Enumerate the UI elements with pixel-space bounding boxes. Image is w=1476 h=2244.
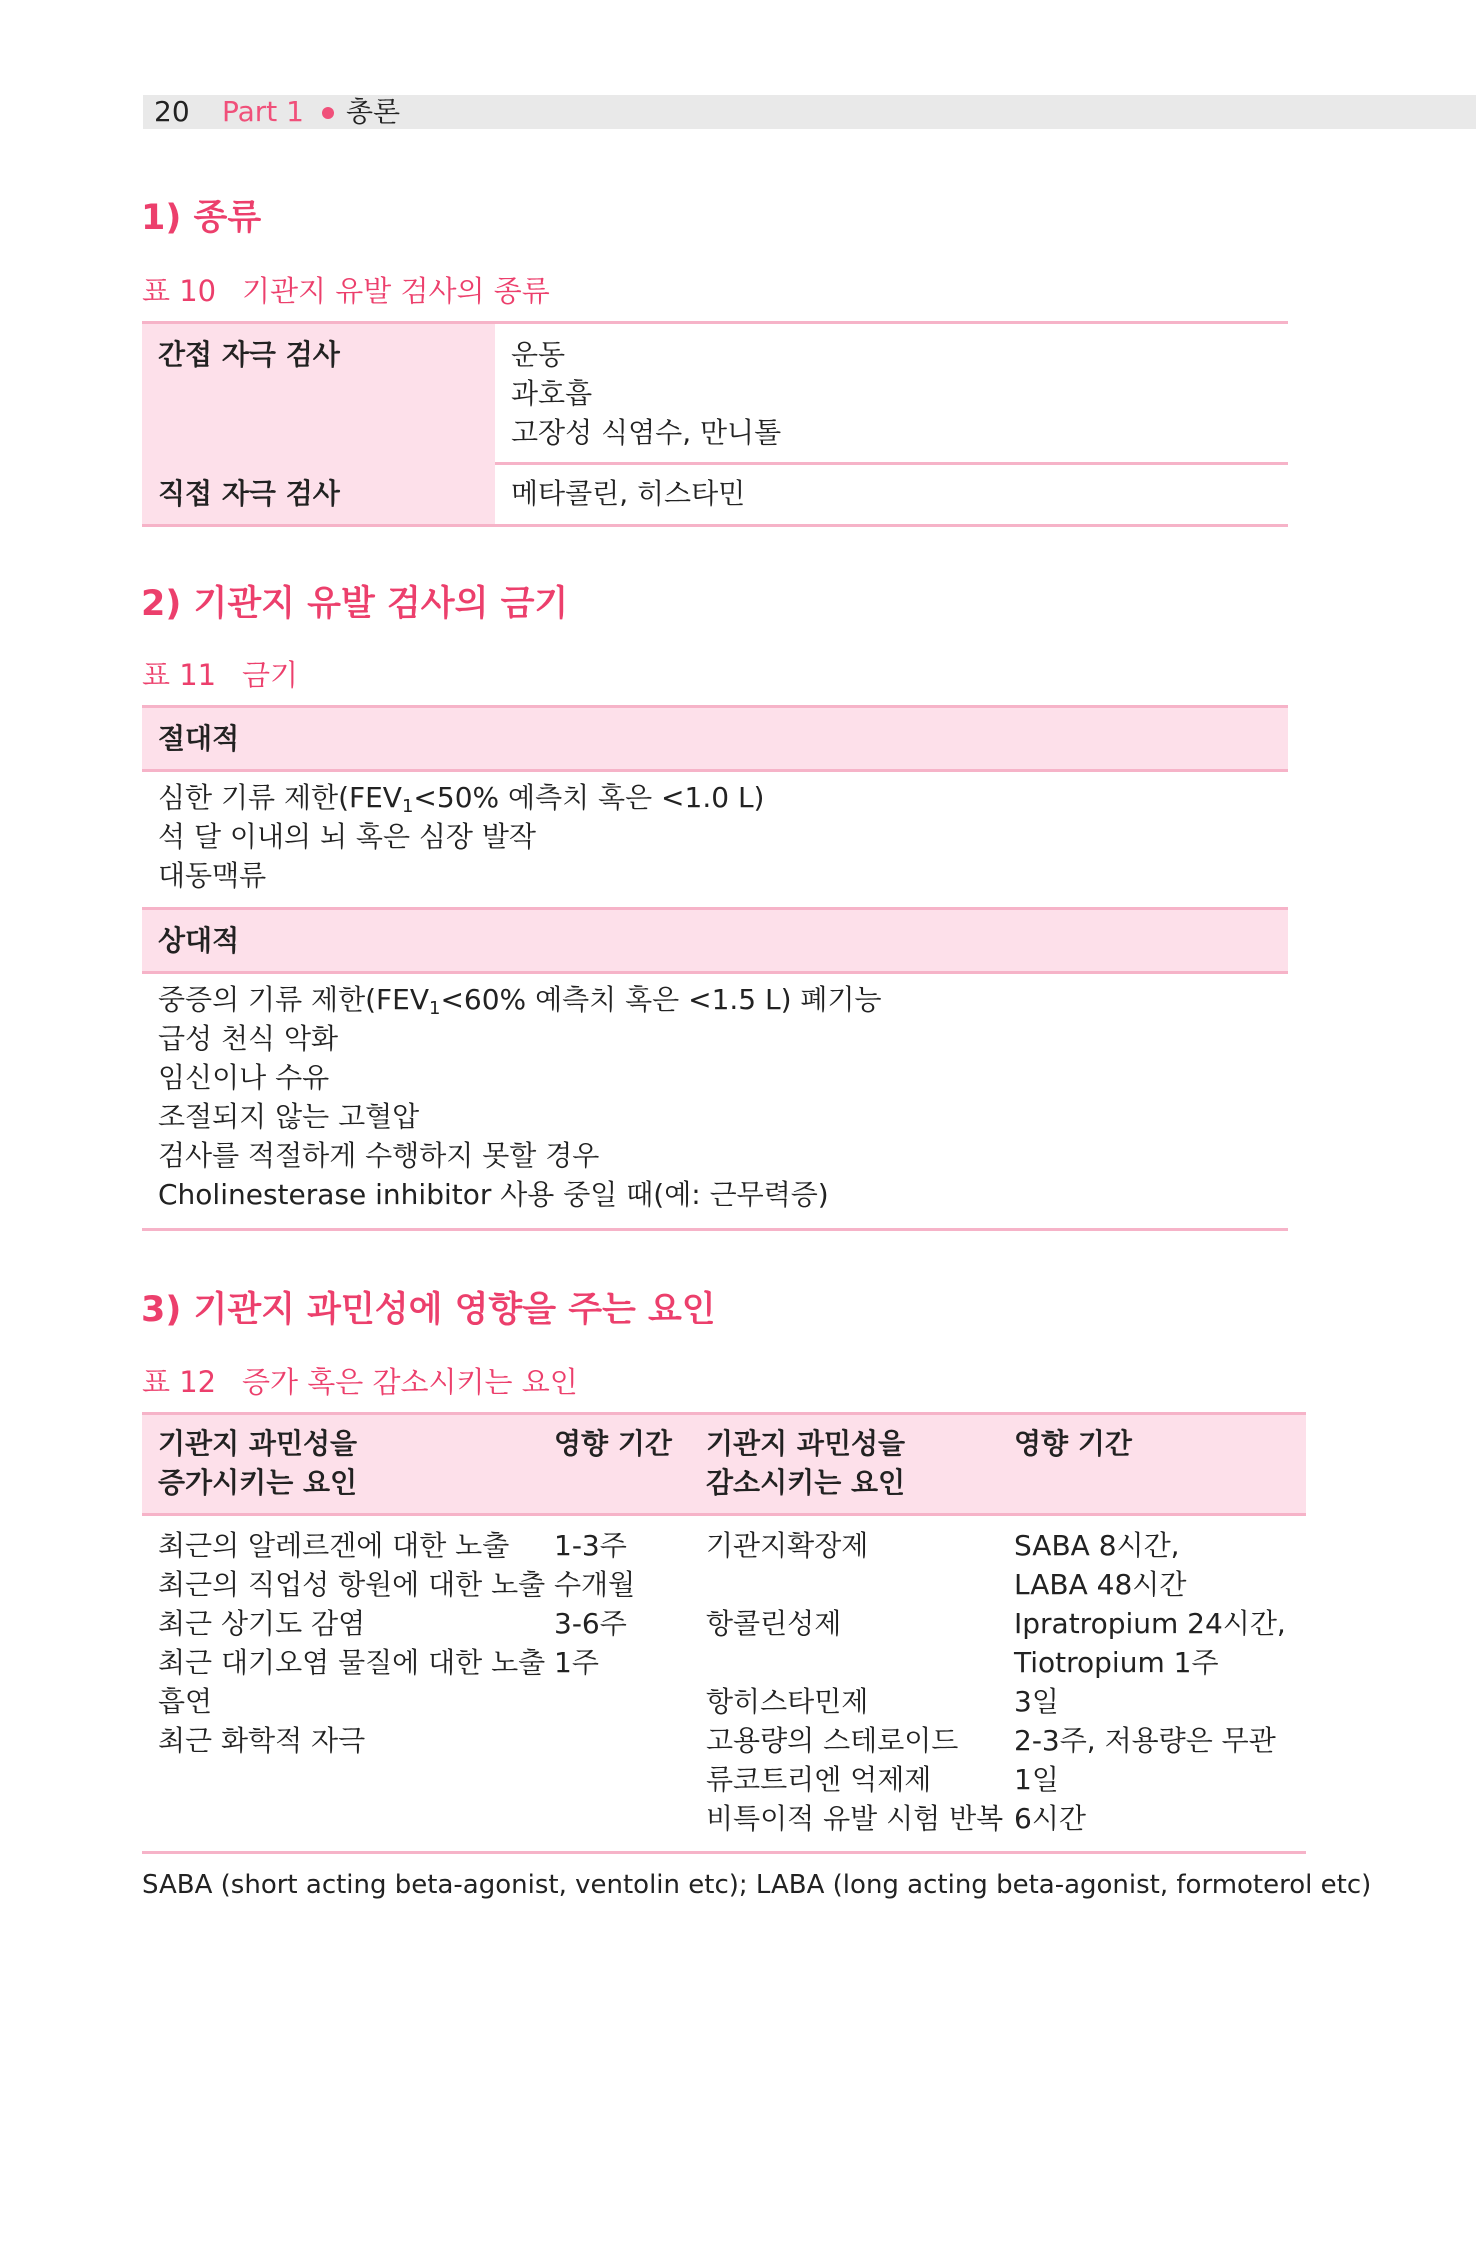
- table-10-row-2-item: 메타콜린, 히스타민: [511, 477, 746, 510]
- header-increase-duration: 영향 기간: [554, 1427, 672, 1460]
- decrease-factor: 고용량의 스테로이드: [706, 1724, 959, 1757]
- table-10-row-divider: [495, 462, 1288, 465]
- absolute-item-text: <50% 예측치 혹은 <1.0 L): [413, 781, 765, 814]
- part-label: Part 1: [222, 95, 304, 128]
- table-12-header-rule: [142, 1513, 1306, 1516]
- table-12-footnote: SABA (short acting beta-agonist, ventolin etc); LABA (long acting beta-agonist, formoterol etc): [142, 1870, 1372, 1900]
- table-12-number: 표 12: [142, 1365, 217, 1399]
- table-10-row-1-item: 고장성 식염수, 만니톨: [511, 416, 782, 449]
- increase-factor: 최근 화학적 자극: [158, 1724, 366, 1757]
- fev1-subscript: 1: [429, 998, 441, 1019]
- increase-factor: 최근의 알레르겐에 대한 노출: [158, 1529, 510, 1562]
- section-2-title: 2) 기관지 유발 검사의 금기: [141, 584, 569, 624]
- fev1-subscript: 1: [401, 796, 414, 817]
- table-11-number: 표 11: [142, 658, 217, 692]
- table-10-caption: [142, 273, 550, 309]
- decrease-factor: 항히스타민제: [706, 1685, 869, 1718]
- decrease-duration: LABA 48시간: [1014, 1568, 1187, 1601]
- table-10-number: 표 10: [142, 274, 217, 308]
- relative-item: 급성 천식 악화: [158, 1022, 339, 1055]
- increase-duration: 수개월: [554, 1568, 636, 1601]
- increase-duration: 1주: [554, 1646, 599, 1679]
- table-11-rule: [142, 971, 1288, 974]
- decrease-factor: 류코트리엔 억제제: [706, 1763, 932, 1796]
- decrease-factor: 기관지확장제: [706, 1529, 869, 1562]
- table-11-caption: [142, 657, 298, 693]
- decrease-factor: 항콜린성제: [706, 1607, 842, 1640]
- increase-factor: 흡연: [158, 1685, 213, 1718]
- page-number: 20: [154, 95, 190, 128]
- decrease-duration: Tiotropium 1주: [1014, 1646, 1219, 1679]
- decrease-duration: SABA 8시간,: [1014, 1529, 1180, 1562]
- header-decrease-duration: 영향 기간: [1014, 1427, 1132, 1460]
- header-increase-factors: 기관지 과민성을 증가시키는 요인: [158, 1427, 358, 1499]
- table-11-rule: [142, 769, 1288, 772]
- chapter-label: 총론: [346, 95, 401, 128]
- decrease-factor: 비특이적 유발 시험 반복: [706, 1802, 1004, 1835]
- decrease-duration: 3일: [1014, 1685, 1059, 1718]
- table-10-bottom-rule: [142, 524, 1288, 527]
- decrease-duration: 1일: [1014, 1763, 1059, 1796]
- table-10-title: 기관지 유발 검사의 종류: [242, 274, 550, 308]
- table-12-bottom-rule: [142, 1851, 1306, 1854]
- relative-item: Cholinesterase inhibitor 사용 중일 때(예: 근무력증): [158, 1178, 829, 1211]
- bullet-dot-icon: [322, 107, 334, 119]
- table-10-row-2-label: 직접 자극 검사: [158, 477, 340, 510]
- absolute-item: 석 달 이내의 뇌 혹은 심장 발작: [158, 820, 536, 853]
- header-decrease-factors: 기관지 과민성을 감소시키는 요인: [706, 1427, 906, 1499]
- increase-duration: 1-3주: [554, 1529, 627, 1562]
- increase-duration: 3-6주: [554, 1607, 627, 1640]
- running-header-bar: [143, 95, 1476, 129]
- absolute-item: 대동맥류: [158, 859, 267, 892]
- table-10-row-1-item: 운동: [511, 338, 566, 371]
- relative-item-text: 중증의 기류 제한(FEV: [158, 983, 430, 1016]
- relative-item: 조절되지 않는 고혈압: [158, 1100, 420, 1133]
- absolute-label: 절대적: [158, 722, 240, 755]
- decrease-duration: 6시간: [1014, 1802, 1086, 1835]
- table-11-title: 금기: [242, 658, 299, 692]
- relative-item: 임신이나 수유: [158, 1061, 330, 1094]
- decrease-duration: 2-3주, 저용량은 무관: [1014, 1724, 1276, 1757]
- decrease-duration: Ipratropium 24시간,: [1014, 1607, 1286, 1640]
- absolute-item-text: 심한 기류 제한(FEV: [158, 781, 402, 814]
- increase-factor: 최근 대기오염 물질에 대한 노출: [158, 1646, 546, 1679]
- increase-factor: 최근 상기도 감염: [158, 1607, 366, 1640]
- table-11-relative-header: [142, 910, 1288, 971]
- table-12-caption: [142, 1364, 578, 1400]
- increase-factor: 최근의 직업성 항원에 대한 노출: [158, 1568, 546, 1601]
- section-1-title: 1) 종류: [141, 198, 262, 238]
- table-11-bottom-rule: [142, 1228, 1288, 1231]
- relative-label: 상대적: [158, 924, 240, 957]
- relative-item: 검사를 적절하게 수행하지 못할 경우: [158, 1139, 600, 1172]
- section-3-title: 3) 기관지 과민성에 영향을 주는 요인: [141, 1290, 716, 1330]
- table-10-row-1-label: 간접 자극 검사: [158, 338, 340, 371]
- table-11-absolute-header: [142, 708, 1288, 769]
- relative-item-text: <60% 예측치 혹은 <1.5 L) 폐기능: [440, 983, 882, 1016]
- table-12-title: 증가 혹은 감소시키는 요인: [242, 1365, 578, 1399]
- table-10-row-1-item: 과호흡: [511, 377, 593, 410]
